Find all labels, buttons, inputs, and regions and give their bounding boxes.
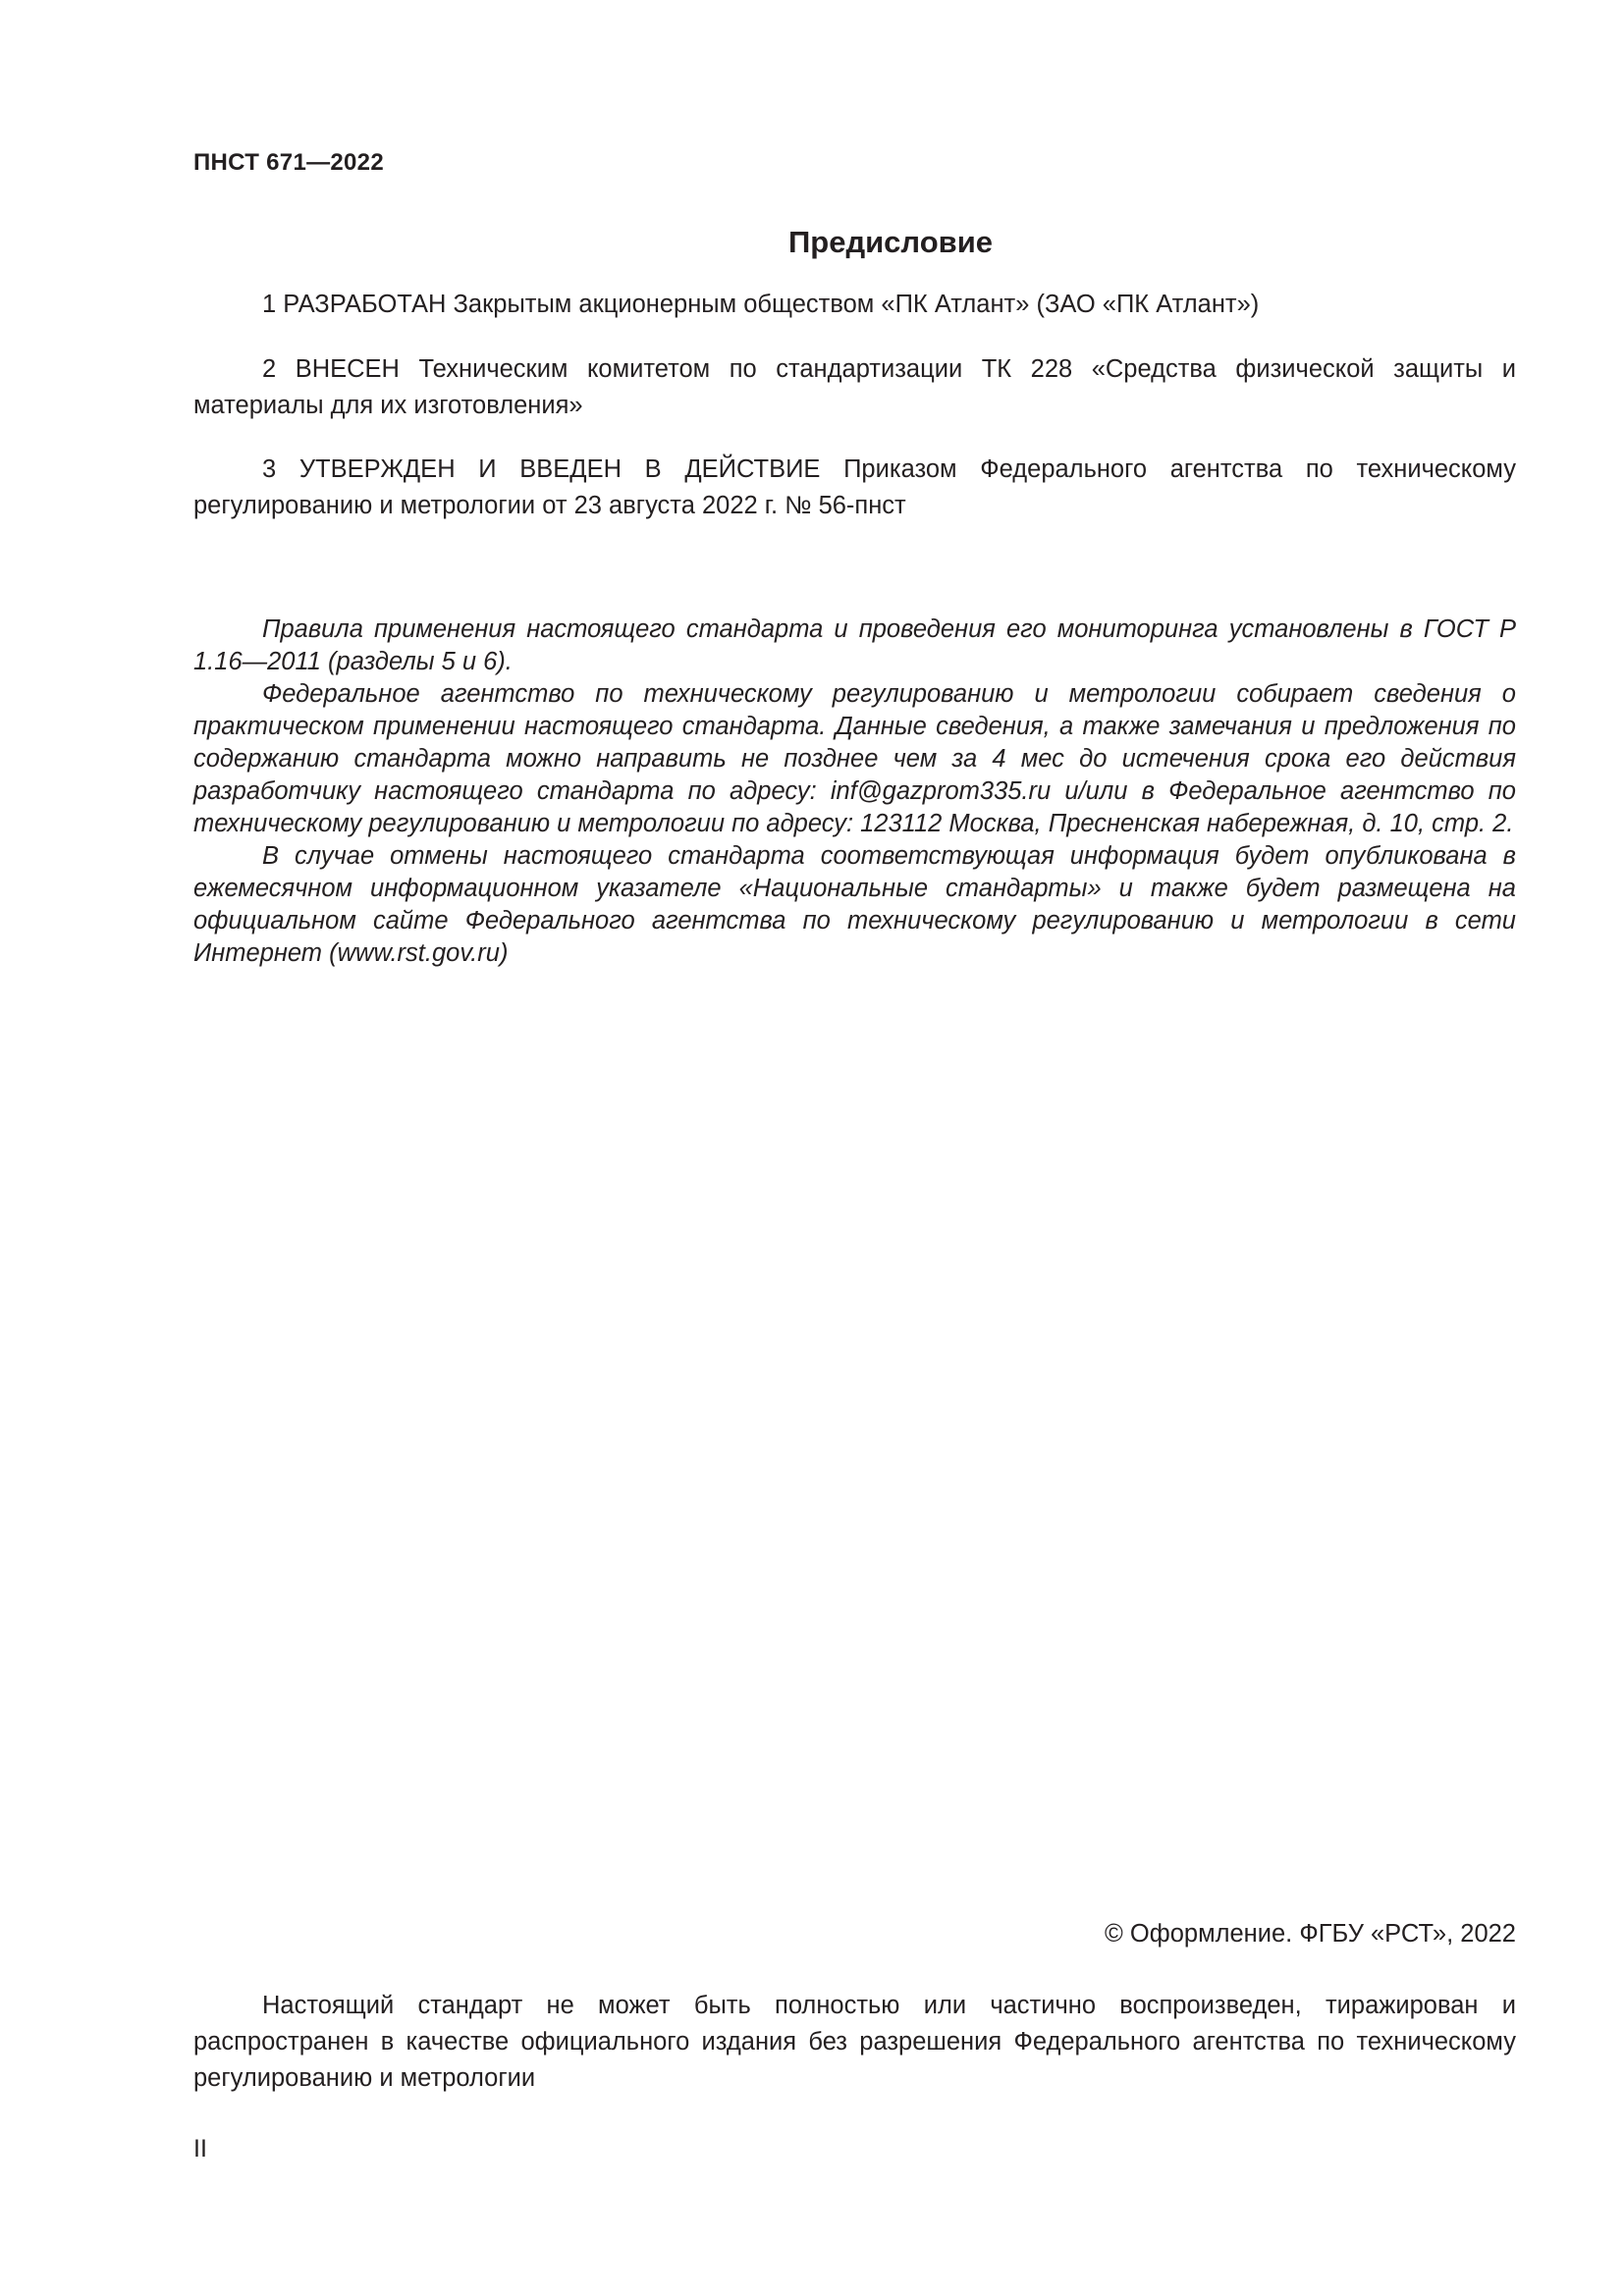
foreword-item-developed xyxy=(193,287,1516,323)
page-number: II xyxy=(193,2135,207,2163)
note-paragraph-rules: Правила применения настоящего стандарта и проведения его мониторинга установлены в ГОСТ Р 1.16—2011 (разделы 5 и 6). xyxy=(193,615,1516,675)
disclaimer-text: Настоящий стандарт не может быть полностью или частично воспроизведен, тиражирован и распространен в качестве официального издания без разрешения Федерального агентства по техническому регулированию и метрологии xyxy=(193,1992,1516,2092)
page-title: Предисловие xyxy=(787,225,993,259)
foreword-item-submitted xyxy=(193,351,1516,424)
note-paragraph-cancellation: В случае отмены настоящего стандарта соответствующая информация будет опубликована в ежемесячном информационном указателе «Национальные стандарты» и также будет размещена на официальном сайте Федерального агентства по техническому регулированию и метрологии в сети Интернет (www.rst.gov.ru) xyxy=(193,842,1516,967)
application-notes xyxy=(193,614,1516,970)
foreword-item-approved xyxy=(193,452,1516,524)
reproduction-disclaimer xyxy=(193,1988,1516,2097)
copyright-notice: © Оформление. ФГБУ «РСТ», 2022 xyxy=(1105,1920,1516,1948)
foreword-item-text: 1 РАЗРАБОТАН Закрытым акционерным обществом «ПК Атлант» (ЗАО «ПК Атлант») xyxy=(262,291,1260,318)
foreword-item-text: 2 ВНЕСЕН Техническим комитетом по стандартизации ТК 228 «Средства физической защиты и материалы для их изготовления» xyxy=(193,355,1516,419)
foreword-item-text: 3 УТВЕРЖДЕН И ВВЕДЕН В ДЕЙСТВИЕ Приказом Федерального агентства по техническому регулированию и метрологии от 23 августа 2022 г. № 56-пнст xyxy=(193,455,1516,519)
document-code: ПНСТ 671—2022 xyxy=(193,149,384,176)
note-paragraph-feedback: Федеральное агентство по техническому регулированию и метрологии собирает сведения о практическом применении настоящего стандарта. Данные сведения, а также замечания и предложения по содержанию стандарта можно направить не позднее чем за 4 мес до истечения срока его действия разработчику настоящего стандарта по адресу: inf@gazprom335.ru и/или в Федеральное агентство по техническому регулированию и метрологии по адресу: 123112 Москва, Пресненская набережная, д. 10, стр. 2. xyxy=(193,680,1516,837)
